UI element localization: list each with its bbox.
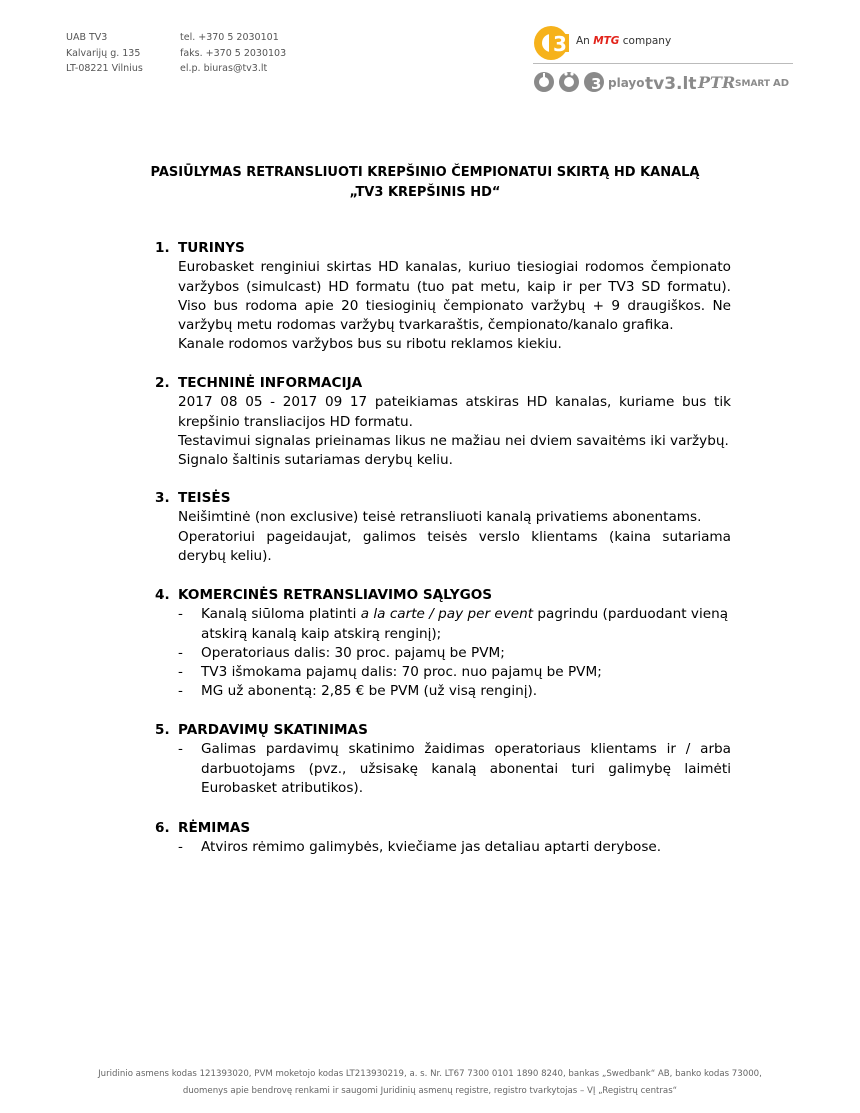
svg-text:3: 3 (591, 75, 602, 93)
company-name: UAB TV3 (66, 32, 108, 43)
footer-line-1: Juridinio asmens kodas 121393020, PVM moketojo kodas LT213930219, a. s. Nr. LT67 7300 0101 1890 8240, bankas „Swedbank“ AB, banko kodas 73000, (98, 1069, 762, 1079)
section-text: Signalo šaltinis sutariamas derybų keliu. (178, 452, 453, 469)
section-turinys: 1. TURINYS Eurobasket renginiui skirtas HD kanalas, kuriuo tiesiogiai rodomos čempionato varžybos (simulcast) HD formatu (tuo pat metu, kaip ir per TV3 SD formatu). Viso bus rodoma apie 20 tiesioginių čempionato varžybų + 9 draugiškos. Ne varžybų metu rodomas varžybų tvarkaraštis, čempionato/kanalo grafika. Kanale rodomos varžybos bus su ribotu reklamos kiekiu. (155, 239, 731, 355)
channel-logo-2-icon (559, 72, 579, 92)
brand-logos-row (533, 69, 795, 95)
smart-logo: SMART (735, 79, 771, 89)
footer-line-2: duomenys apie bendrovę renkami ir saugomi Juridinių asmenų registre, registro tvarkytojas – VĮ „Registrų centras“ (182, 1086, 678, 1096)
sponsorship-list (155, 838, 731, 857)
section-komercines-salygos: 4. KOMERCINĖS RETRANSLIAVIMO SĄLYGOS - Kanalą siūloma platinti a la carte / pay per event pagrindu (parduodant vieną atskirą kanalą kaip atskirą renginį); - Operatoriaus dalis: 30 proc. pajamų be PVM; - TV3 išmokama pajamų dalis: 70 proc. nuo pajamų be PVM; - MG už abonentą: 2,85 € be PVM (už visą renginį). (155, 586, 731, 702)
tv3-logo-icon (533, 25, 569, 61)
section-text: Neišimtinė (non exclusive) teisė retransliuoti kanalą privatiems abonentams. (178, 509, 702, 526)
street-address: Kalvarijų g. 135 (66, 47, 141, 59)
section-heading: PARDAVIMŲ SKATINIMAS (178, 722, 368, 738)
list-item: - MG už abonentą: 2,85 € be PVM (už visą renginį). (178, 683, 538, 700)
section-heading: TEISĖS (178, 490, 231, 506)
list-item: - Operatoriaus dalis: 30 proc. pajamų be PVM; (178, 644, 505, 661)
mtg-tagline: An MTG company (576, 35, 672, 47)
channel-logo-3-icon (584, 72, 604, 93)
ad-logo: AD (773, 78, 790, 89)
channel-logo-1-icon (534, 72, 554, 92)
section-text: Testavimui signalas prieinamas likus ne mažiau nei dviem savaitėms iki varžybų. (178, 432, 729, 449)
section-heading: TURINYS (178, 240, 245, 256)
title-line-2: „TV3 KREPŠINIS HD“ (349, 185, 501, 200)
section-heading: RĖMIMAS (178, 820, 251, 836)
section-pardavimu-skatinimas: 5. PARDAVIMŲ SKATINIMAS - Galimas pardavimų skatinimo žaidimas operatoriaus klientams ir / arba darbuotojams (pvz., užsisakę kanalą abonentai turi galimybę laimėti Eurobasket atributikos). (155, 721, 731, 798)
company-address (66, 30, 143, 77)
tv3lt-logo: tv3.lt (645, 74, 697, 94)
document-title (60, 163, 790, 203)
company-contacts (180, 30, 286, 77)
section-heading: TECHNINĖ INFORMACIJA (178, 375, 363, 391)
title-line-1: PASIŪLYMAS RETRANSLIUOTI KREPŠINIO ČEMPIONATUI SKIRTĄ HD KANALĄ (150, 165, 700, 180)
section-text: 2017 08 05 - 2017 09 17 pateikiamas atskiras HD kanalas, kuriame bus tik krepšinio transliacijos HD formatu. (178, 394, 731, 430)
phone: tel. +370 5 2030101 (180, 32, 279, 43)
list-item: - Galimas pardavimų skatinimo žaidimas operatoriaus klientams ir / arba darbuotojams (pvz., užsisakę kanalą abonentai turi galimybę laimėti Eurobasket atributikos). (178, 741, 731, 796)
promotion-list (155, 740, 731, 798)
section-text: Eurobasket renginiui skirtas HD kanalas, kuriuo tiesiogiai rodomos čempionato varžybos (simulcast) HD formatu (tuo pat metu, kaip ir per TV3 SD formatu). Viso bus rodoma apie 20 tiesioginių čempionato varžybų + 9 draugiškos. Ne varžybų metu rodomas varžybų tvarkaraštis, čempionato/kanalo grafika. (178, 259, 731, 334)
list-item: - TV3 išmokama pajamų dalis: 70 proc. nuo pajamų be PVM; (178, 664, 602, 681)
svg-text:3: 3 (553, 32, 567, 56)
logo-divider (533, 63, 793, 64)
conditions-list (155, 605, 731, 701)
list-item: - Kanalą siūloma platinti a la carte / pay per event pagrindu (parduodant vieną atskirą kanalą kaip atskirą renginį); (178, 606, 729, 642)
section-technine-informacija: 2. TECHNINĖ INFORMACIJA 2017 08 05 - 2017 09 17 pateikiamas atskiras HD kanalas, kuriame bus tik krepšinio transliacijos HD formatu. Testavimui signalas prieinamas likus ne mažiau nei dviem savaitėms iki varžybų. Signalo šaltinis sutariamas derybų keliu. (155, 374, 731, 470)
section-remimas: 6. RĖMIMAS - Atviros rėmimo galimybės, kviečiame jas detaliau aptarti derybose. (155, 819, 731, 858)
page-footer (60, 1066, 800, 1100)
email[interactable]: el.p. biuras@tv3.lt (180, 63, 268, 74)
section-heading: KOMERCINĖS RETRANSLIAVIMO SĄLYGOS (178, 587, 493, 603)
list-item: - Atviros rėmimo galimybės, kviečiame jas detaliau aptarti derybose. (178, 839, 662, 856)
postal-city: LT-08221 Vilnius (66, 63, 143, 74)
fax: faks. +370 5 2030103 (180, 47, 287, 59)
mtg-logo: MTG (593, 35, 620, 47)
ptr-logo: PTR (698, 73, 736, 92)
section-text: Kanale rodomos varžybos bus su ribotu reklamos kiekiu. (178, 336, 562, 353)
playo-logo: playo (608, 76, 645, 90)
section-teises: 3. TEISĖS Neišimtinė (non exclusive) teisė retransliuoti kanalą privatiems abonentams. Operatoriui pageidaujat, galimos teisės verslo klientams (kaina sutariama derybų keliu). (155, 489, 731, 566)
section-text: Operatoriui pageidaujat, galimos teisės verslo klientams (kaina sutariama derybų keliu). (178, 528, 731, 564)
